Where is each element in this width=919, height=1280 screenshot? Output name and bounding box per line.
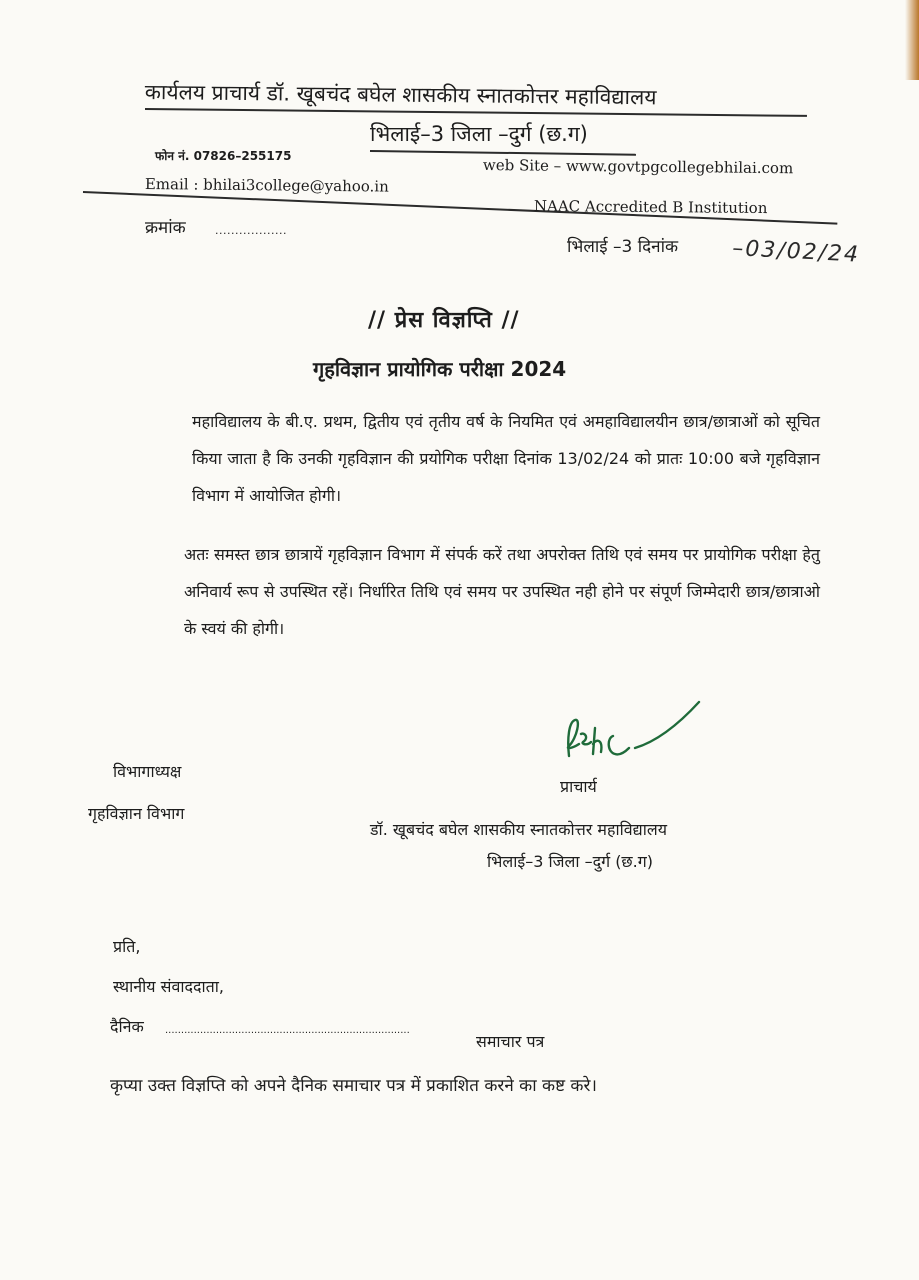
kramank-blank: .................. [215, 224, 287, 237]
notice-paragraph-1 [140, 403, 820, 514]
paragraph-2-text: अतः समस्त छात्र छात्रायें गृहविज्ञान विभाग में संपर्क करें तथा अपरोक्त तिथि एवं समय पर प्रायोगिक परीक्षा हेतु अनिवार्य रूप से उपस्थित रहें। निर्धारित तिथि एवं समय पर उपस्थित नही होने पर संपूर्ण जिम्मेदारी छात्र/छात्राओ के स्वयं की होगी। [184, 545, 820, 638]
notice-subject: गृहविज्ञान प्रायोगिक परीक्षा 2024 [313, 357, 567, 381]
hod-title: विभागाध्यक्ष [113, 762, 182, 781]
paragraph-1-text: महाविद्यालय के बी.ए. प्रथम, द्वितीय एवं तृतीय वर्ष के नियमित एवं अमहाविद्यालयीन छात्र/छात्राओं को सूचित किया जाता है कि उनकी गृहविज्ञान की प्रयोगिक परीक्षा दिनांक 13/02/24 को प्रातः 10:00 बजे गृहविज्ञान विभाग में आयोजित होगी। [192, 412, 820, 505]
address-line-underline [370, 150, 636, 155]
notice-paragraph-2 [132, 536, 820, 647]
press-release-heading: // प्रेस विज्ञप्ति // [368, 308, 520, 333]
email: Email : bhilai3college@yahoo.in [144, 175, 389, 196]
publication-request: कृप्या उक्त विज्ञप्ति को अपने दैनिक समाचार पत्र में प्रकाशित करने का कष्ट करे। [110, 1076, 597, 1096]
principal-college: डॉ. खूबचंद बघेल शासकीय स्नातकोत्तर महाविद्यालय [370, 820, 667, 839]
newspaper-label: समाचार पत्र [476, 1032, 545, 1051]
kramank-label: क्रमांक [145, 218, 186, 238]
hod-department: गृहविज्ञान विभाग [88, 804, 185, 823]
recipient-local-reporter: स्थानीय संवाददाता, [113, 977, 225, 996]
letterhead-office-line: कार्यलय प्राचार्य डॉ. खूबचंद बघेल शासकीय स्नातकोत्तर महाविद्यालय [144, 79, 657, 110]
website: web Site – www.govtpgcollegebhilai.com [482, 156, 794, 178]
dainik-blank: ............................................................................. [165, 1025, 410, 1036]
phone-number: फोन नं. 07826–255175 [155, 149, 292, 163]
principal-signature [555, 698, 715, 778]
recipient-prati: प्रति, [113, 937, 141, 956]
date-label: भिलाई –3 दिनांक [567, 237, 679, 257]
page-edge-shadow [905, 0, 919, 80]
principal-title: प्राचार्य [560, 777, 597, 796]
date-handwritten: –03/02/24 [731, 236, 861, 268]
dainik-label: दैनिक [110, 1017, 144, 1036]
accreditation: NAAC Accredited B Institution [533, 197, 768, 218]
letterhead-address-line: भिलाई–3 जिला –दुर्ग (छ.ग) [370, 122, 588, 146]
principal-address: भिलाई–3 जिला –दुर्ग (छ.ग) [487, 852, 653, 871]
